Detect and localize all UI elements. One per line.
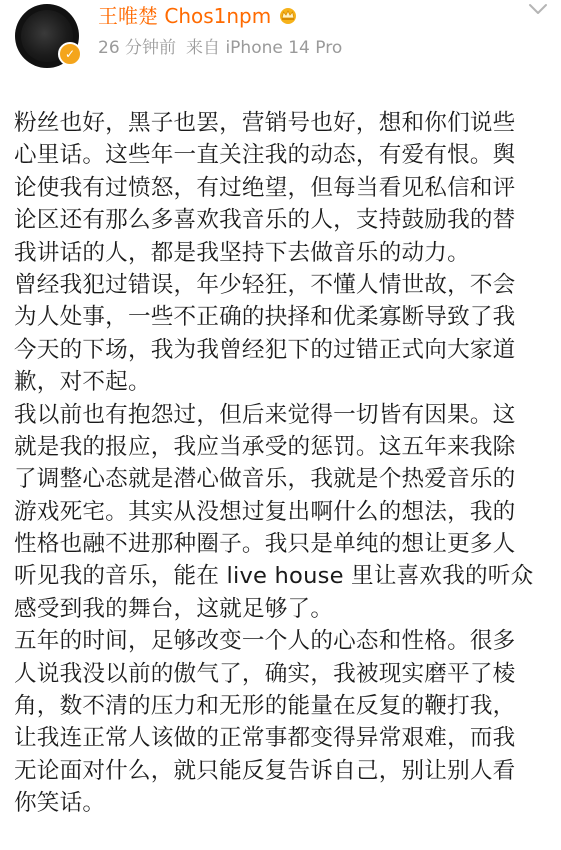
post-line: 人说我没以前的傲气了，确实，我被现实磨平了棱 — [14, 660, 516, 687]
post-line: 论区还有那么多喜欢我音乐的人，支持鼓励我的替 — [14, 207, 516, 234]
post-line: 今天的下场，我为我曾经犯下的过错正式向大家道 — [14, 336, 516, 363]
chevron-down-icon[interactable] — [528, 2, 548, 16]
post-line: 曾经我犯过错误，年少轻狂，不懂人情世故，不会 — [14, 271, 516, 298]
post-line: 五年的时间，足够改变一个人的心态和性格。很多 — [14, 628, 516, 655]
post-line: 让我连正常人该做的正常事都变得异常艰难，而我 — [14, 725, 516, 752]
username[interactable]: 王唯楚 Chos1npm — [98, 4, 272, 28]
post-meta — [98, 36, 342, 60]
post-line: 了调整心态就是潜心做音乐，我就是个热爱音乐的 — [14, 466, 516, 493]
post-line: 性格也融不进那种圈子。我只是单纯的想让更多人 — [14, 531, 516, 558]
verified-badge-icon: ✓ — [58, 42, 82, 66]
post-time: 26 分钟前 — [98, 38, 177, 58]
post-line: 粉丝也好，黑子也罢，营销号也好，想和你们说些 — [14, 110, 516, 136]
post-source[interactable]: 来自 iPhone 14 Pro — [186, 38, 343, 58]
post-body — [14, 107, 554, 820]
post-line: 就是我的报应，我应当承受的惩罚。这五年来我除 — [14, 433, 516, 460]
post-line: 我讲话的人，都是我坚持下去做音乐的动力。 — [14, 239, 470, 266]
post-line: 我以前也有抱怨过，但后来觉得一切皆有因果。这 — [14, 401, 516, 428]
crown-icon — [278, 6, 298, 24]
post-line: 你笑话。 — [14, 790, 106, 817]
post-line: 感受到我的舞台，这就足够了。 — [14, 595, 334, 622]
post-line: 为人处事，一些不正确的抉择和优柔寡断导致了我 — [14, 304, 516, 331]
post-line: 游戏死宅。其实从没想过复出啊什么的想法，我的 — [14, 498, 516, 525]
post-line: 论使我有过愤怒，有过绝望，但每当看见私信和评 — [14, 174, 516, 201]
post-line: 角，数不清的压力和无形的能量在反复的鞭打我， — [14, 693, 516, 720]
post-header — [0, 0, 561, 80]
post-line: 心里话。这些年一直关注我的动态，有爱有恨。舆 — [14, 142, 516, 169]
post-line: 歉，对不起。 — [14, 369, 151, 396]
post-line: 听见我的音乐，能在 live house 里让喜欢我的听众 — [14, 563, 534, 590]
post-line: 无论面对什么，就只能反复告诉自己，别让别人看 — [14, 757, 516, 784]
